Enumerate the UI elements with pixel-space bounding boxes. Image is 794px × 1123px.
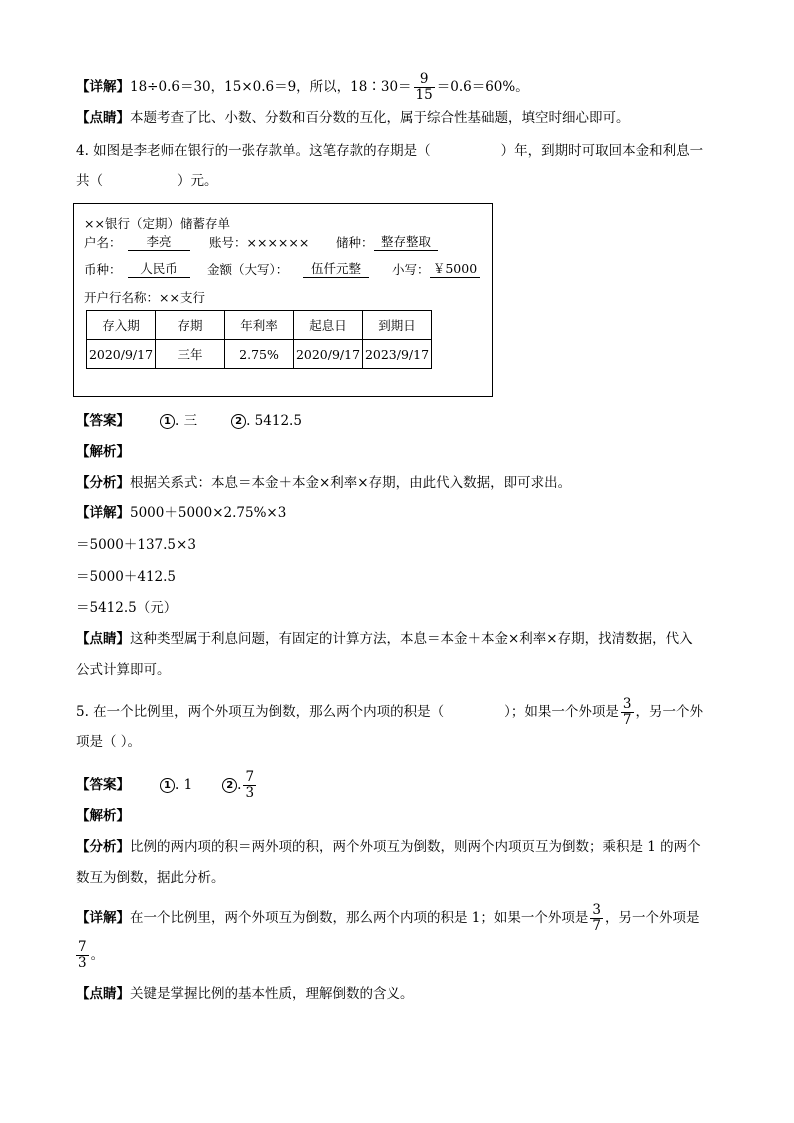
q4-detail-line1 bbox=[76, 504, 286, 522]
q5-stem-part-b: ）；如果一个外项是 bbox=[504, 704, 619, 720]
q5-fraction bbox=[621, 697, 634, 728]
table-cell: 2020/9/17 bbox=[87, 340, 156, 369]
comment-tag: 【点睛】 bbox=[76, 986, 130, 1002]
q4-analysis-text: 根据关系式：本息＝本金＋本金×利率×存期，由此代入数据，即可求出。 bbox=[130, 475, 572, 491]
detail-tag: 【详解】 bbox=[76, 79, 130, 95]
slip-title: ××银行（定期）储蓄存单 bbox=[84, 216, 230, 231]
comment-tag: 【点睛】 bbox=[76, 110, 130, 126]
q5-detail-line1 bbox=[76, 903, 699, 934]
q4-stem-part-d: ）元。 bbox=[177, 173, 218, 189]
q4-analysis-heading: 【解析】 bbox=[76, 444, 130, 460]
table-header-cell: 存期 bbox=[156, 311, 225, 340]
answer-tag: 【答案】 bbox=[76, 413, 130, 429]
table-header-cell: 起息日 bbox=[294, 311, 363, 340]
fraction-numerator: 3 bbox=[592, 902, 601, 918]
fraction-denominator: 15 bbox=[415, 87, 433, 103]
q5-analysis-heading: 【解析】 bbox=[76, 808, 130, 824]
q4-stem-part-c: 共（ bbox=[76, 173, 103, 189]
q5-analysis-line1 bbox=[76, 838, 701, 856]
q4-stem-part-a: 4. 如图是李老师在银行的一张存款单。这笔存款的存期是（ bbox=[76, 143, 431, 159]
fraction-denominator: 7 bbox=[622, 712, 632, 728]
slip-account-label: 账号：×××××× bbox=[209, 235, 310, 250]
detail-tag: 【详解】 bbox=[76, 910, 130, 926]
q5-answer-line bbox=[76, 770, 258, 801]
circled-number-icon: 1 bbox=[160, 414, 175, 429]
analysis-label: 【分析】 bbox=[76, 475, 130, 491]
fraction-denominator: 7 bbox=[592, 918, 601, 934]
slip-amount-label: 金额（大写）： bbox=[207, 262, 289, 277]
fraction-numerator: 3 bbox=[622, 696, 632, 712]
answer-tag: 【答案】 bbox=[76, 777, 130, 793]
table-header-cell: 年利率 bbox=[225, 311, 294, 340]
table-header-cell: 存入期 bbox=[87, 311, 156, 340]
detail-tag: 【详解】 bbox=[76, 505, 130, 521]
table-cell: 2.75% bbox=[225, 340, 294, 369]
q4-stem-line1 bbox=[76, 142, 703, 160]
fraction-denominator: 3 bbox=[78, 955, 87, 971]
q4-detail-line4: ＝5412.5（元） bbox=[76, 600, 178, 616]
q5-detail-text2: ，另一个外项是 bbox=[604, 910, 700, 926]
q5-analysis-text1: 比例的两内项的积＝两外项的积，两个外项互为倒数，则两个内项页互为倒数；乘积是 1 的两个 bbox=[130, 839, 701, 855]
slip-currency-value: 人民币 bbox=[128, 259, 190, 278]
q5-comment-line bbox=[76, 985, 414, 1003]
table-header-row bbox=[87, 311, 432, 340]
q5-stem-part-c: ，另一个外 bbox=[635, 704, 704, 720]
slip-type-label: 储种： bbox=[336, 235, 374, 250]
table-cell: 2023/9/17 bbox=[363, 340, 432, 369]
q5-stem-line1 bbox=[76, 697, 703, 728]
table-cell: 2020/9/17 bbox=[294, 340, 363, 369]
circled-number-icon: 2 bbox=[231, 414, 246, 429]
q4-comment-line1 bbox=[76, 630, 693, 648]
slip-amount-value: 伍仟元整 bbox=[303, 259, 369, 278]
q5-comment-text: 关键是掌握比例的基本性质，理解倒数的含义。 bbox=[130, 986, 414, 1002]
q5-answer-1: . 1 bbox=[175, 777, 193, 793]
q4-answer-2: . 5412.5 bbox=[246, 413, 302, 429]
table-header-cell: 到期日 bbox=[363, 311, 432, 340]
slip-owner-label: 户名： bbox=[84, 235, 122, 250]
analysis-label: 【分析】 bbox=[76, 839, 130, 855]
q5-stem-line2: 项是（ ）。 bbox=[76, 734, 142, 750]
slip-type-value: 整存整取 bbox=[374, 232, 438, 251]
q4-answer-1: . 三 bbox=[175, 413, 198, 429]
circled-number-icon: 2 bbox=[222, 778, 237, 793]
table-row bbox=[87, 340, 432, 369]
q5-detail-text1: 在一个比例里，两个外项互为倒数，那么两个内项的积是 1；如果一个外项是 bbox=[130, 910, 589, 926]
q4-comment-text1: 这种类型属于利息问题，有固定的计算方法，本息＝本金＋本金×利率×存期，找清数据，代入 bbox=[130, 631, 693, 647]
q3-detail-line bbox=[76, 72, 529, 103]
q4-answer-line bbox=[76, 412, 302, 430]
q5-detail-fraction-2 bbox=[76, 940, 89, 971]
fraction-numerator: 7 bbox=[245, 769, 255, 785]
circled-number-icon: 1 bbox=[160, 778, 175, 793]
q4-detail-line2: ＝5000＋137.5×3 bbox=[76, 537, 196, 553]
table-cell: 三年 bbox=[156, 340, 225, 369]
q3-detail-tail: ＝0.6＝60%。 bbox=[436, 79, 529, 95]
slip-table bbox=[86, 310, 432, 369]
q5-detail-tail: 。 bbox=[90, 947, 105, 963]
deposit-slip bbox=[73, 203, 493, 397]
q5-answer-fraction bbox=[243, 770, 256, 801]
q4-detail-text1: 5000＋5000×2.75%×3 bbox=[130, 505, 287, 521]
q4-analysis-line bbox=[76, 474, 571, 492]
fraction-numerator: 9 bbox=[414, 72, 435, 88]
q5-answer-2-dot: . bbox=[237, 777, 242, 793]
slip-owner-value: 李亮 bbox=[128, 232, 190, 251]
q3-detail-text: 18÷0.6＝30，15×0.6＝9，所以，18∶30＝ bbox=[130, 79, 412, 95]
slip-small-label: 小写： bbox=[392, 262, 430, 277]
q3-comment-text: 本题考查了比、小数、分数和百分数的互化，属于综合性基础题，填空时细心即可。 bbox=[130, 110, 630, 126]
q4-detail-line3: ＝5000＋412.5 bbox=[76, 569, 177, 585]
slip-small-value: ￥5000 bbox=[430, 259, 480, 278]
fraction-denominator: 3 bbox=[245, 785, 255, 801]
q4-stem-part-b: ）年，到期时可取回本金和利息一 bbox=[500, 143, 704, 159]
q4-stem-line2 bbox=[76, 172, 218, 190]
slip-branch: 开户行名称：××支行 bbox=[84, 290, 205, 305]
q5-stem-part-a: 5. 在一个比例里，两个外项互为倒数，那么两个内项的积是（ bbox=[76, 704, 445, 720]
q3-comment-line bbox=[76, 109, 630, 127]
q5-analysis-line2: 数互为倒数，据此分析。 bbox=[76, 870, 225, 886]
q4-comment-line2: 公式计算即可。 bbox=[76, 662, 171, 678]
q3-fraction bbox=[414, 72, 435, 103]
comment-tag: 【点睛】 bbox=[76, 631, 130, 647]
q5-detail-line2 bbox=[76, 940, 104, 971]
fraction-numerator: 7 bbox=[78, 939, 87, 955]
q5-detail-fraction bbox=[590, 903, 603, 934]
slip-currency-label: 币种： bbox=[84, 262, 122, 277]
